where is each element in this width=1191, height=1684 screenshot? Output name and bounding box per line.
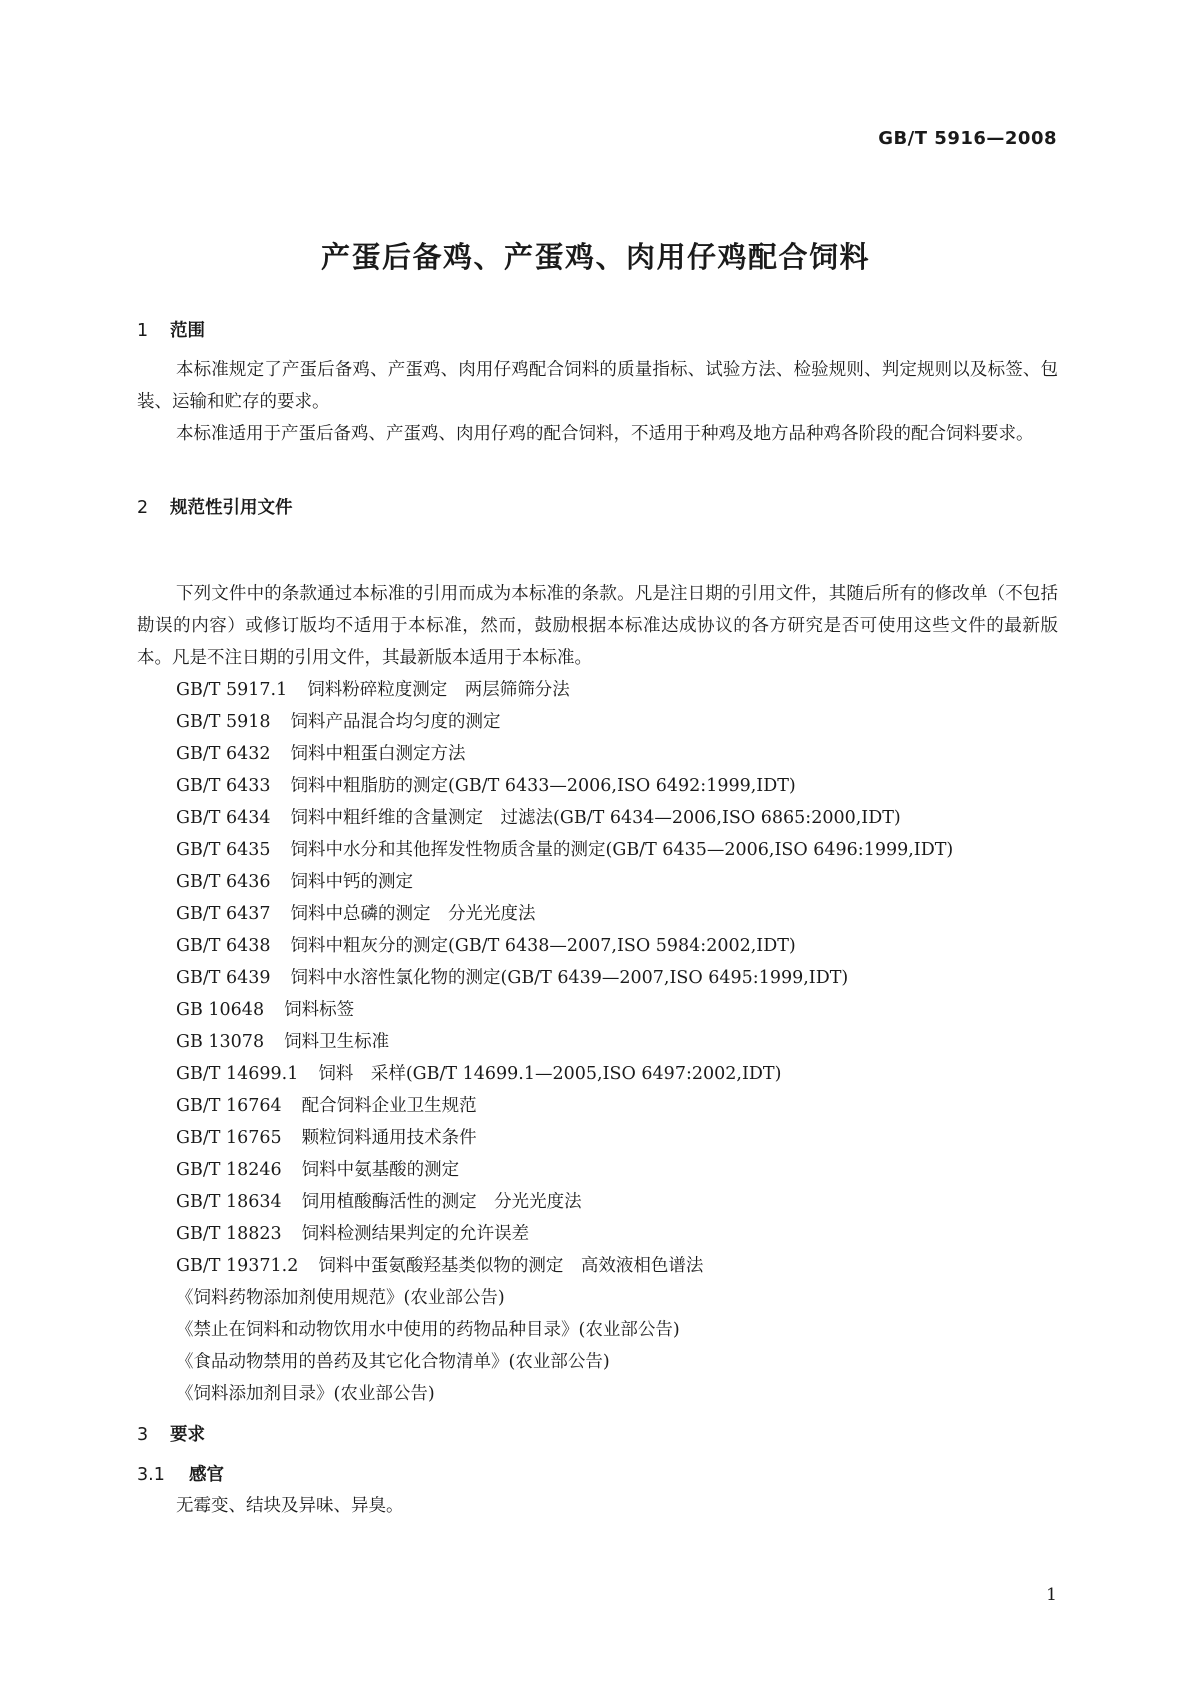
reference-code: GB/T 6433 xyxy=(176,776,271,796)
reference-title: 饲料中氨基酸的测定 xyxy=(301,1160,460,1180)
reference-item xyxy=(176,738,953,770)
section-title: 要求 xyxy=(170,1425,205,1445)
section-3-heading xyxy=(137,1421,205,1446)
reference-title: 饲料 采样(GB/T 14699.1—2005,ISO 6497:2002,IDT) xyxy=(318,1064,782,1084)
reference-title: 饲料中粗纤维的含量测定 过滤法(GB/T 6434—2006,ISO 6865:2000,IDT) xyxy=(290,808,901,828)
reference-title: 饲料中粗灰分的测定(GB/T 6438—2007,ISO 5984:2002,IDT) xyxy=(290,936,796,956)
reference-title: 饲料中水溶性氯化物的测定(GB/T 6439—2007,ISO 6495:1999,IDT) xyxy=(290,968,849,988)
section-title: 范围 xyxy=(170,321,205,341)
section-2-heading xyxy=(137,494,293,519)
reference-item xyxy=(176,1122,953,1154)
reference-item xyxy=(176,1378,953,1410)
reference-title: 饲料中钙的测定 xyxy=(290,872,414,892)
section-1-paragraph-1: 本标准规定了产蛋后备鸡、产蛋鸡、肉用仔鸡配合饲料的质量指标、试验方法、检验规则、判定规则以及标签、包装、运输和贮存的要求。 xyxy=(137,360,1058,412)
reference-item xyxy=(176,1186,953,1218)
section-title: 规范性引用文件 xyxy=(170,498,293,518)
reference-title: 饲料粉碎粒度测定 两层筛筛分法 xyxy=(307,680,570,700)
reference-item xyxy=(176,1250,953,1282)
reference-item xyxy=(176,1346,953,1378)
reference-list xyxy=(176,674,953,1410)
reference-item xyxy=(176,962,953,994)
reference-title: 《禁止在饲料和动物饮用水中使用的药物品种目录》(农业部公告) xyxy=(176,1320,680,1340)
reference-title: 饲料中水分和其他挥发性物质含量的测定(GB/T 6435—2006,ISO 6496:1999,IDT) xyxy=(290,840,954,860)
reference-title: 《饲料药物添加剂使用规范》(农业部公告) xyxy=(176,1288,505,1308)
reference-code: GB/T 5918 xyxy=(176,712,271,732)
reference-item xyxy=(176,802,953,834)
reference-code: GB/T 19371.2 xyxy=(176,1256,299,1276)
reference-title: 饲料中总磷的测定 分光光度法 xyxy=(290,904,536,924)
document-title: 产蛋后备鸡、产蛋鸡、肉用仔鸡配合饲料 xyxy=(320,240,870,274)
reference-title: 饲料产品混合均匀度的测定 xyxy=(290,712,501,732)
reference-code: GB/T 16764 xyxy=(176,1096,282,1116)
reference-code: GB/T 6434 xyxy=(176,808,271,828)
reference-item xyxy=(176,1154,953,1186)
reference-title: 饲料中蛋氨酸羟基类似物的测定 高效液相色谱法 xyxy=(318,1256,704,1276)
section-1-heading xyxy=(137,317,205,342)
section-number: 3 xyxy=(137,1425,149,1445)
reference-item xyxy=(176,1314,953,1346)
reference-title: 饲料检测结果判定的允许误差 xyxy=(301,1224,530,1244)
reference-item xyxy=(176,770,953,802)
reference-title: 《食品动物禁用的兽药及其它化合物清单》(农业部公告) xyxy=(176,1352,610,1372)
reference-title: 《饲料添加剂目录》(农业部公告) xyxy=(176,1384,435,1404)
reference-item xyxy=(176,1218,953,1250)
section-title: 感官 xyxy=(189,1465,224,1485)
section-number: 3.1 xyxy=(137,1465,165,1485)
reference-title: 配合饲料企业卫生规范 xyxy=(301,1096,477,1116)
reference-title: 饲料卫生标准 xyxy=(284,1032,390,1052)
reference-code: GB/T 6435 xyxy=(176,840,271,860)
reference-title: 饲料中粗脂肪的测定(GB/T 6433—2006,ISO 6492:1999,IDT) xyxy=(290,776,796,796)
reference-title: 饲料中粗蛋白测定方法 xyxy=(290,744,466,764)
section-number: 2 xyxy=(137,498,149,518)
reference-item xyxy=(176,1026,953,1058)
section-number: 1 xyxy=(137,321,149,341)
reference-item xyxy=(176,674,953,706)
reference-code: GB/T 6436 xyxy=(176,872,271,892)
reference-code: GB/T 18634 xyxy=(176,1192,282,1212)
reference-code: GB/T 6432 xyxy=(176,744,271,764)
section-2-intro: 下列文件中的条款通过本标准的引用而成为本标准的条款。凡是注日期的引用文件，其随后所有的修改单（不包括勘误的内容）或修订版均不适用于本标准，然而，鼓励根据本标准达成协议的各方研究是否可使用这些文件的最新版本。凡是不注日期的引用文件，其最新版本适用于本标准。 xyxy=(137,584,1058,668)
reference-code: GB/T 6439 xyxy=(176,968,271,988)
reference-code: GB/T 6438 xyxy=(176,936,271,956)
reference-code: GB/T 14699.1 xyxy=(176,1064,299,1084)
reference-item xyxy=(176,866,953,898)
reference-item xyxy=(176,1282,953,1314)
reference-code: GB/T 16765 xyxy=(176,1128,282,1148)
reference-code: GB/T 18823 xyxy=(176,1224,282,1244)
reference-code: GB/T 5917.1 xyxy=(176,680,288,700)
reference-code: GB/T 6437 xyxy=(176,904,271,924)
standard-code: GB/T 5916—2008 xyxy=(878,128,1057,149)
reference-title: 颗粒饲料通用技术条件 xyxy=(301,1128,477,1148)
reference-item xyxy=(176,706,953,738)
reference-item xyxy=(176,994,953,1026)
reference-item xyxy=(176,898,953,930)
reference-title: 饲料标签 xyxy=(284,1000,355,1020)
reference-code: GB 13078 xyxy=(176,1032,265,1052)
reference-item xyxy=(176,1090,953,1122)
reference-item xyxy=(176,1058,953,1090)
page-number: 1 xyxy=(1046,1585,1057,1605)
section-1-paragraph-2: 本标准适用于产蛋后备鸡、产蛋鸡、肉用仔鸡的配合饲料，不适用于种鸡及地方品种鸡各阶段的配合饲料要求。 xyxy=(176,424,1034,444)
reference-code: GB 10648 xyxy=(176,1000,265,1020)
reference-item xyxy=(176,930,953,962)
reference-title: 饲用植酸酶活性的测定 分光光度法 xyxy=(301,1192,582,1212)
reference-code: GB/T 18246 xyxy=(176,1160,282,1180)
reference-item xyxy=(176,834,953,866)
section-3-1-text: 无霉变、结块及异味、异臭。 xyxy=(176,1496,404,1516)
section-3-1-heading xyxy=(137,1461,224,1486)
